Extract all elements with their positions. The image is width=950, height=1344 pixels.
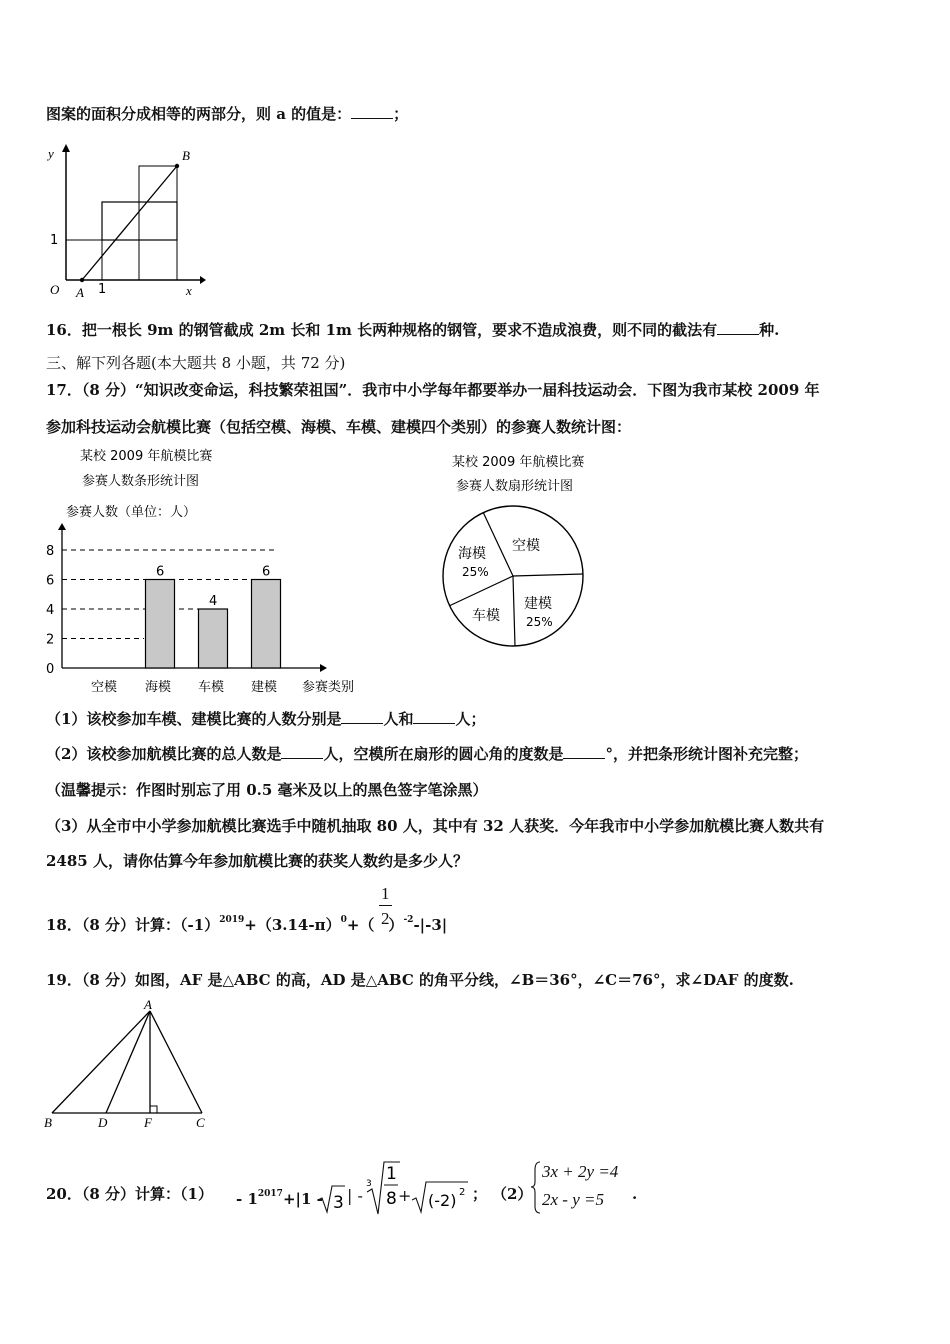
q20-sq-inner: (-2) [428, 1191, 457, 1210]
q16-text [46, 320, 779, 340]
q20-abs-open: +|1 - [282, 1190, 323, 1208]
q20-neg-one: - 1 [236, 1190, 258, 1208]
label-one-y: 1 [50, 233, 59, 248]
q20 [46, 1158, 666, 1220]
q15-answer-blank[interactable] [351, 104, 393, 119]
q19-text: 19．（8 分）如图，AF 是△ABC 的高，AD 是△ABC 的角平分线，∠B＝36°，∠C＝76°，求∠DAF 的度数. [46, 971, 794, 989]
x-axis-arrow [200, 276, 206, 284]
label-x: x [186, 283, 192, 298]
q20-eq2: 2x - y =5 [542, 1190, 604, 1209]
q16-body: 16．把一根长 9m 的钢管截成 2m 长和 1m 长两种规格的钢管，要求不造成浪费，则不同的截法有 [46, 321, 718, 339]
label-a: A [76, 285, 84, 300]
label-b: B [182, 148, 190, 163]
bar-category-label-1: 海模 [145, 680, 172, 695]
bar-layer [46, 523, 327, 695]
pie-chart [430, 448, 610, 658]
bar-chart-subtitle: 参赛人数条形统计图 [82, 474, 200, 489]
bar-data-label-1: 6 [156, 564, 165, 580]
segment-ac [150, 1011, 202, 1113]
label-f: F [144, 1115, 152, 1130]
q18-tail: -|-3| [413, 916, 448, 934]
point-a [80, 278, 84, 282]
q17-p2-blank-1[interactable] [281, 744, 323, 759]
section-3-heading: 三、解下列各题(本大题共 8 小题，共 72 分) [46, 354, 346, 372]
line-ab [82, 166, 177, 280]
q15-tail: 图案的面积分成相等的两部分，则 a 的值是： [46, 105, 352, 123]
label-one-x: 1 [98, 282, 107, 297]
q20-period: . [632, 1185, 638, 1203]
q20-exp-2017: 2017 [257, 1189, 283, 1199]
bar-ytick-label-8: 8 [46, 544, 55, 559]
bar-3 [252, 580, 281, 669]
pie-divider-2 [513, 574, 583, 576]
pie-divider-3 [513, 576, 515, 646]
pie-divider-4 [449, 576, 513, 606]
bar-y-axis-arrow [58, 523, 66, 530]
label-a: A [144, 998, 152, 1012]
bar-x-axis-arrow [320, 664, 327, 672]
q20-system-brace [530, 1158, 542, 1216]
bar-ytick-label-4: 4 [46, 603, 55, 618]
brace-path [531, 1162, 540, 1213]
bar-category-label-3: 建模 [251, 680, 278, 695]
pie-slice-label-kongmo: 空模 [512, 538, 540, 554]
q18-mid1: +（3.14-π） [244, 916, 341, 934]
q18-exp-0: 0 [340, 915, 347, 925]
q15-text [46, 104, 408, 124]
q20-frac-num: 1 [386, 1164, 397, 1184]
q16-answer-blank[interactable] [717, 320, 759, 335]
q17-p2-blank-2[interactable] [563, 744, 605, 759]
q17-p2-mid: 人，空模所在扇形的圆心角的度数是 [323, 745, 564, 763]
pie-slice-label-haimo: 海模 [458, 546, 486, 562]
q20-cube-index: 3 [366, 1179, 372, 1189]
q18-prefix: 18．（8 分）计算：（-1） [46, 916, 220, 934]
segment-ad [106, 1011, 150, 1113]
q17-line2: 参加科技运动会航模比赛（包括空模、海模、车模、建模四个类别）的参赛人数统计图： [46, 418, 632, 436]
label-o: O [50, 282, 60, 297]
label-d: D [98, 1115, 108, 1130]
q17-part1 [46, 709, 485, 729]
bar-ytick-label-0: 0 [46, 662, 55, 677]
bar-data-label-2: 4 [209, 594, 218, 609]
q16-end: 种. [759, 321, 780, 339]
q17-part2 [46, 744, 808, 764]
pie-slice-pct-jianmo: 25% [526, 615, 553, 629]
right-angle-mark [150, 1106, 157, 1113]
bar-chart-ylabel: 参赛人数（单位：人） [66, 505, 197, 520]
pie-slice-label-chemo: 车模 [472, 608, 500, 624]
q18-mid2: +（ [346, 916, 375, 934]
q17-p1-end: 人； [455, 710, 486, 728]
pie-slice-pct-haimo: 25% [462, 565, 489, 579]
q20-abs-close: | - [347, 1186, 363, 1205]
bar-data-label-3: 6 [262, 564, 271, 580]
q17-part3-line1: （3）从全市中小学参加航模比赛选手中随机抽取 80 人，其中有 32 人获奖．今年我市中小学参加航模比赛人数共有 [46, 817, 825, 835]
q18-frac-num: 1 [381, 884, 390, 903]
q15-figure [40, 140, 210, 300]
q17-p2-text: （2）该校参加航模比赛的总人数是 [46, 745, 282, 763]
q20-part2-label: （2） [492, 1185, 533, 1203]
q20-plus: + [398, 1186, 412, 1205]
segment-ab [52, 1011, 150, 1113]
label-c: C [196, 1115, 205, 1130]
bar-chart-xlabel: 参赛类别 [302, 680, 355, 695]
q20-sq-exp: 2 [459, 1187, 466, 1198]
q18-exp-2019: 2019 [219, 915, 245, 925]
bar-category-label-2: 车模 [198, 680, 225, 695]
q17-part3-line2: 2485 人，请你估算今年参加航模比赛的获奖人数约是多少人？ [46, 852, 468, 870]
q18-frac-bar [379, 905, 392, 906]
q17-hint: （温馨提示：作图时别忘了用 0.5 毫米及以上的黑色签字笔涂黑） [46, 781, 488, 799]
y-axis-arrow [62, 144, 70, 152]
q19-triangle-figure [40, 998, 220, 1133]
bar-chart [40, 444, 380, 700]
q15-end: ； [393, 105, 409, 123]
q17-line1: 17．（8 分）“知识改变命运，科技繁荣祖国”．我市中小学每年都要举办一届科技运动会．下图为我市某校 2009 年 [46, 381, 820, 399]
q20-sqrt3 [316, 1182, 346, 1216]
q20-expr-a [236, 1184, 323, 1209]
q17-p1-blank-1[interactable] [341, 709, 383, 724]
q20-sqrt-square [410, 1178, 470, 1216]
q17-p1-text: （1）该校参加车模、建模比赛的人数分别是 [46, 710, 342, 728]
q17-p1-mid: 人和 [383, 710, 414, 728]
label-y: y [48, 146, 54, 161]
q18-exp-neg2: -2 [403, 915, 414, 925]
q20-eq1: 3x + 2y =4 [542, 1162, 619, 1181]
q17-p1-blank-2[interactable] [413, 709, 455, 724]
bar-1 [146, 580, 175, 669]
label-b: B [44, 1115, 52, 1130]
pie-chart-subtitle: 参赛人数扇形统计图 [456, 479, 574, 494]
q18-frac-den: 2 [381, 909, 390, 928]
bar-ytick-label-6: 6 [46, 573, 55, 589]
bar-2 [199, 609, 228, 668]
q17-p2-end: °，并把条形统计图补充完整； [605, 745, 808, 763]
bar-chart-title: 某校 2009 年航模比赛 [80, 449, 213, 464]
pie-chart-title: 某校 2009 年航模比赛 [452, 455, 585, 470]
q18-close: ） [388, 916, 404, 934]
q20-frac-den: 8 [386, 1189, 397, 1209]
bar-ytick-label-2: 2 [46, 632, 55, 648]
point-b [175, 164, 179, 168]
q20-sqrt3-radicand: 3 [333, 1193, 344, 1213]
pie-slice-label-jianmo: 建模 [524, 596, 552, 612]
q20-prefix: 20．（8 分）计算：（1） [46, 1185, 213, 1203]
tall-rect [139, 166, 177, 280]
bar-category-label-0: 空模 [91, 680, 118, 695]
q20-semicolon: ； [472, 1185, 488, 1203]
